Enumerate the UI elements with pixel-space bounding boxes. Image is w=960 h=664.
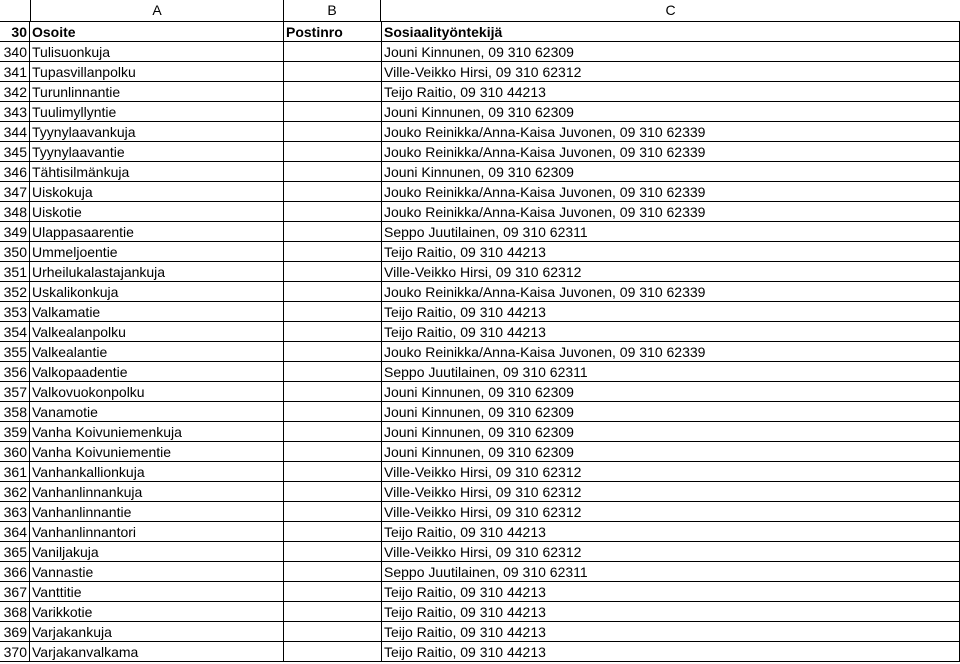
cell-social-worker[interactable]: Teijo Raitio, 09 310 44213 [382,602,960,622]
table-row [0,342,960,362]
cell-social-worker[interactable]: Ville-Veikko Hirsi, 09 310 62312 [382,542,960,562]
cell-address[interactable]: Ummeljoentie [30,242,284,262]
cell-address[interactable]: Urheilukalastajankuja [30,262,284,282]
row-number[interactable]: 350 [0,242,30,262]
cell-address[interactable]: Valkovuokonpolku [30,382,284,402]
cell-address[interactable]: Tyynylaavankuja [30,122,284,142]
cell-postal-code[interactable] [284,502,382,522]
cell-postal-code[interactable] [284,522,382,542]
cell-address[interactable]: Vanha Koivuniementie [30,442,284,462]
column-header-b[interactable]: B [284,0,381,21]
cell-address[interactable]: Uiskokuja [30,182,284,202]
table-row [0,182,960,202]
table-row [0,382,960,402]
cell-social-worker[interactable]: Teijo Raitio, 09 310 44213 [382,522,960,542]
cell-postal-code[interactable] [284,82,382,102]
cell-postal-code[interactable] [284,402,382,422]
cell-social-worker[interactable]: Seppo Juutilainen, 09 310 62311 [382,562,960,582]
row-number[interactable]: 345 [0,142,30,162]
cell-address[interactable]: Uskalikonkuja [30,282,284,302]
row-number[interactable]: 367 [0,582,30,602]
table-row [0,102,960,122]
cell-address[interactable]: Varjakanvalkama [30,642,284,662]
column-header-c[interactable]: C [665,2,676,18]
table-row [0,82,960,102]
row-number[interactable]: 349 [0,222,30,242]
row-number[interactable]: 346 [0,162,30,182]
row-number[interactable]: 369 [0,622,30,642]
cell-social-worker[interactable]: Teijo Raitio, 09 310 44213 [382,302,960,322]
row-number[interactable]: 362 [0,482,30,502]
table-row [0,42,960,62]
cell-address[interactable]: Vanhankallionkuja [30,462,284,482]
table-row [0,622,960,642]
cell-postal-code[interactable] [284,542,382,562]
cell-postal-code[interactable] [284,462,382,482]
cell-social-worker[interactable]: Jouni Kinnunen, 09 310 62309 [382,442,960,462]
row-number[interactable]: 354 [0,322,30,342]
cell-postal-code[interactable] [284,242,382,262]
row-number[interactable]: 368 [0,602,30,622]
row-number[interactable]: 357 [0,382,30,402]
cell-address[interactable]: Tähtisilmänkuja [30,162,284,182]
table-row [0,62,960,82]
cell-social-worker[interactable]: Jouko Reinikka/Anna-Kaisa Juvonen, 09 310 62339 [382,342,960,362]
cell-postal-code[interactable] [284,562,382,582]
row-number[interactable]: 370 [0,642,30,662]
row-number[interactable]: 364 [0,522,30,542]
cell-address[interactable]: Tupasvillanpolku [30,62,284,82]
cell-postal-code[interactable] [284,362,382,382]
header-cell-postal-code[interactable]: Postinro [284,22,382,42]
table-row [0,582,960,602]
header-row [0,22,960,42]
row-number[interactable]: 355 [0,342,30,362]
row-number[interactable]: 351 [0,262,30,282]
cell-postal-code[interactable] [284,442,382,462]
table-row [0,142,960,162]
table-row [0,502,960,522]
row-number[interactable]: 347 [0,182,30,202]
cell-postal-code[interactable] [284,202,382,222]
cell-address[interactable]: Turunlinnantie [30,82,284,102]
table-row [0,522,960,542]
table-row [0,322,960,342]
row-number[interactable]: 365 [0,542,30,562]
cell-postal-code[interactable] [284,122,382,142]
cell-address[interactable]: Vanhanlinnankuja [30,482,284,502]
cell-address[interactable]: Varikkotie [30,602,284,622]
cell-address[interactable]: Vanamotie [30,402,284,422]
cell-social-worker[interactable]: Jouko Reinikka/Anna-Kaisa Juvonen, 09 310 62339 [382,282,960,302]
cell-postal-code[interactable] [284,102,382,122]
cell-address[interactable]: Tyynylaavantie [30,142,284,162]
cell-postal-code[interactable] [284,342,382,362]
cell-social-worker[interactable]: Teijo Raitio, 09 310 44213 [382,622,960,642]
cell-address[interactable]: Valkopaadentie [30,362,284,382]
cell-address[interactable]: Ulappasaarentie [30,222,284,242]
row-number[interactable]: 361 [0,462,30,482]
row-number[interactable]: 363 [0,502,30,522]
cell-address[interactable]: Varjakankuja [30,622,284,642]
row-number[interactable]: 353 [0,302,30,322]
cell-address[interactable]: Valkamatie [30,302,284,322]
row-number[interactable]: 348 [0,202,30,222]
data-grid [0,21,960,662]
cell-social-worker[interactable]: Teijo Raitio, 09 310 44213 [382,642,960,662]
table-row [0,602,960,622]
cell-address[interactable]: Vanttitie [30,582,284,602]
header-cell-social-worker[interactable]: Sosiaalityöntekijä [382,22,960,42]
cell-address[interactable]: Uiskotie [30,202,284,222]
cell-postal-code[interactable] [284,282,382,302]
cell-social-worker[interactable]: Jouni Kinnunen, 09 310 62309 [382,162,960,182]
cell-postal-code[interactable] [284,422,382,442]
row-number[interactable]: 360 [0,442,30,462]
cell-postal-code[interactable] [284,602,382,622]
cell-address[interactable]: Tulisuonkuja [30,42,284,62]
row-number[interactable]: 342 [0,82,30,102]
cell-social-worker[interactable]: Ville-Veikko Hirsi, 09 310 62312 [382,502,960,522]
cell-social-worker[interactable]: Seppo Juutilainen, 09 310 62311 [382,362,960,382]
row-number[interactable]: 356 [0,362,30,382]
cell-postal-code[interactable] [284,482,382,502]
cell-social-worker[interactable]: Jouni Kinnunen, 09 310 62309 [382,402,960,422]
cell-social-worker[interactable]: Teijo Raitio, 09 310 44213 [382,82,960,102]
cell-social-worker[interactable]: Jouko Reinikka/Anna-Kaisa Juvonen, 09 310 62339 [382,122,960,142]
cell-postal-code[interactable] [284,162,382,182]
table-row [0,202,960,222]
table-row [0,362,960,382]
row-number[interactable]: 366 [0,562,30,582]
table-row [0,282,960,302]
cell-social-worker[interactable]: Jouni Kinnunen, 09 310 62309 [382,102,960,122]
cell-postal-code[interactable] [284,322,382,342]
cell-postal-code[interactable] [284,262,382,282]
cell-postal-code[interactable] [284,582,382,602]
cell-social-worker[interactable]: Teijo Raitio, 09 310 44213 [382,242,960,262]
cell-postal-code[interactable] [284,182,382,202]
row-number[interactable]: 344 [0,122,30,142]
table-row [0,122,960,142]
cell-social-worker[interactable]: Ville-Veikko Hirsi, 09 310 62312 [382,462,960,482]
cell-social-worker[interactable]: Jouko Reinikka/Anna-Kaisa Juvonen, 09 310 62339 [382,202,960,222]
table-row [0,162,960,182]
cell-social-worker[interactable]: Ville-Veikko Hirsi, 09 310 62312 [382,482,960,502]
select-all-corner[interactable] [0,0,31,21]
cell-postal-code[interactable] [284,382,382,402]
row-number[interactable]: 352 [0,282,30,302]
table-row [0,242,960,262]
table-row [0,642,960,662]
table-row [0,562,960,582]
cell-social-worker[interactable]: Jouko Reinikka/Anna-Kaisa Juvonen, 09 310 62339 [382,182,960,202]
cell-social-worker[interactable]: Seppo Juutilainen, 09 310 62311 [382,222,960,242]
cell-postal-code[interactable] [284,142,382,162]
cell-postal-code[interactable] [284,62,382,82]
cell-social-worker[interactable]: Jouko Reinikka/Anna-Kaisa Juvonen, 09 310 62339 [382,142,960,162]
table-row [0,422,960,442]
row-number[interactable]: 341 [0,62,30,82]
table-row [0,542,960,562]
table-row [0,482,960,502]
column-header-a[interactable]: A [31,0,284,21]
cell-social-worker[interactable]: Ville-Veikko Hirsi, 09 310 62312 [382,262,960,282]
cell-postal-code[interactable] [284,222,382,242]
table-row [0,302,960,322]
cell-postal-code[interactable] [284,302,382,322]
row-number[interactable]: 358 [0,402,30,422]
cell-social-worker[interactable]: Teijo Raitio, 09 310 44213 [382,322,960,342]
cell-address[interactable]: Vanhanlinnantie [30,502,284,522]
cell-postal-code[interactable] [284,642,382,662]
cell-address[interactable]: Valkealantie [30,342,284,362]
cell-address[interactable]: Vanha Koivuniemenkuja [30,422,284,442]
table-row [0,222,960,242]
row-number[interactable]: 30 [0,22,30,42]
cell-social-worker[interactable]: Jouni Kinnunen, 09 310 62309 [382,42,960,62]
cell-address[interactable]: Tuulimyllyntie [30,102,284,122]
cell-postal-code[interactable] [284,42,382,62]
header-cell-address[interactable]: Osoite [30,22,284,42]
row-number[interactable]: 340 [0,42,30,62]
cell-address[interactable]: Valkealanpolku [30,322,284,342]
cell-social-worker[interactable]: Ville-Veikko Hirsi, 09 310 62312 [382,62,960,82]
table-row [0,462,960,482]
row-number[interactable]: 343 [0,102,30,122]
row-number[interactable]: 359 [0,422,30,442]
cell-social-worker[interactable]: Jouni Kinnunen, 09 310 62309 [382,382,960,402]
column-header-bar [0,0,960,22]
table-row [0,402,960,422]
table-row [0,262,960,282]
cell-social-worker[interactable]: Jouni Kinnunen, 09 310 62309 [382,422,960,442]
table-row [0,442,960,462]
cell-social-worker[interactable]: Teijo Raitio, 09 310 44213 [382,582,960,602]
cell-address[interactable]: Vanhanlinnantori [30,522,284,542]
cell-address[interactable]: Vannastie [30,562,284,582]
cell-address[interactable]: Vaniljakuja [30,542,284,562]
cell-postal-code[interactable] [284,622,382,642]
